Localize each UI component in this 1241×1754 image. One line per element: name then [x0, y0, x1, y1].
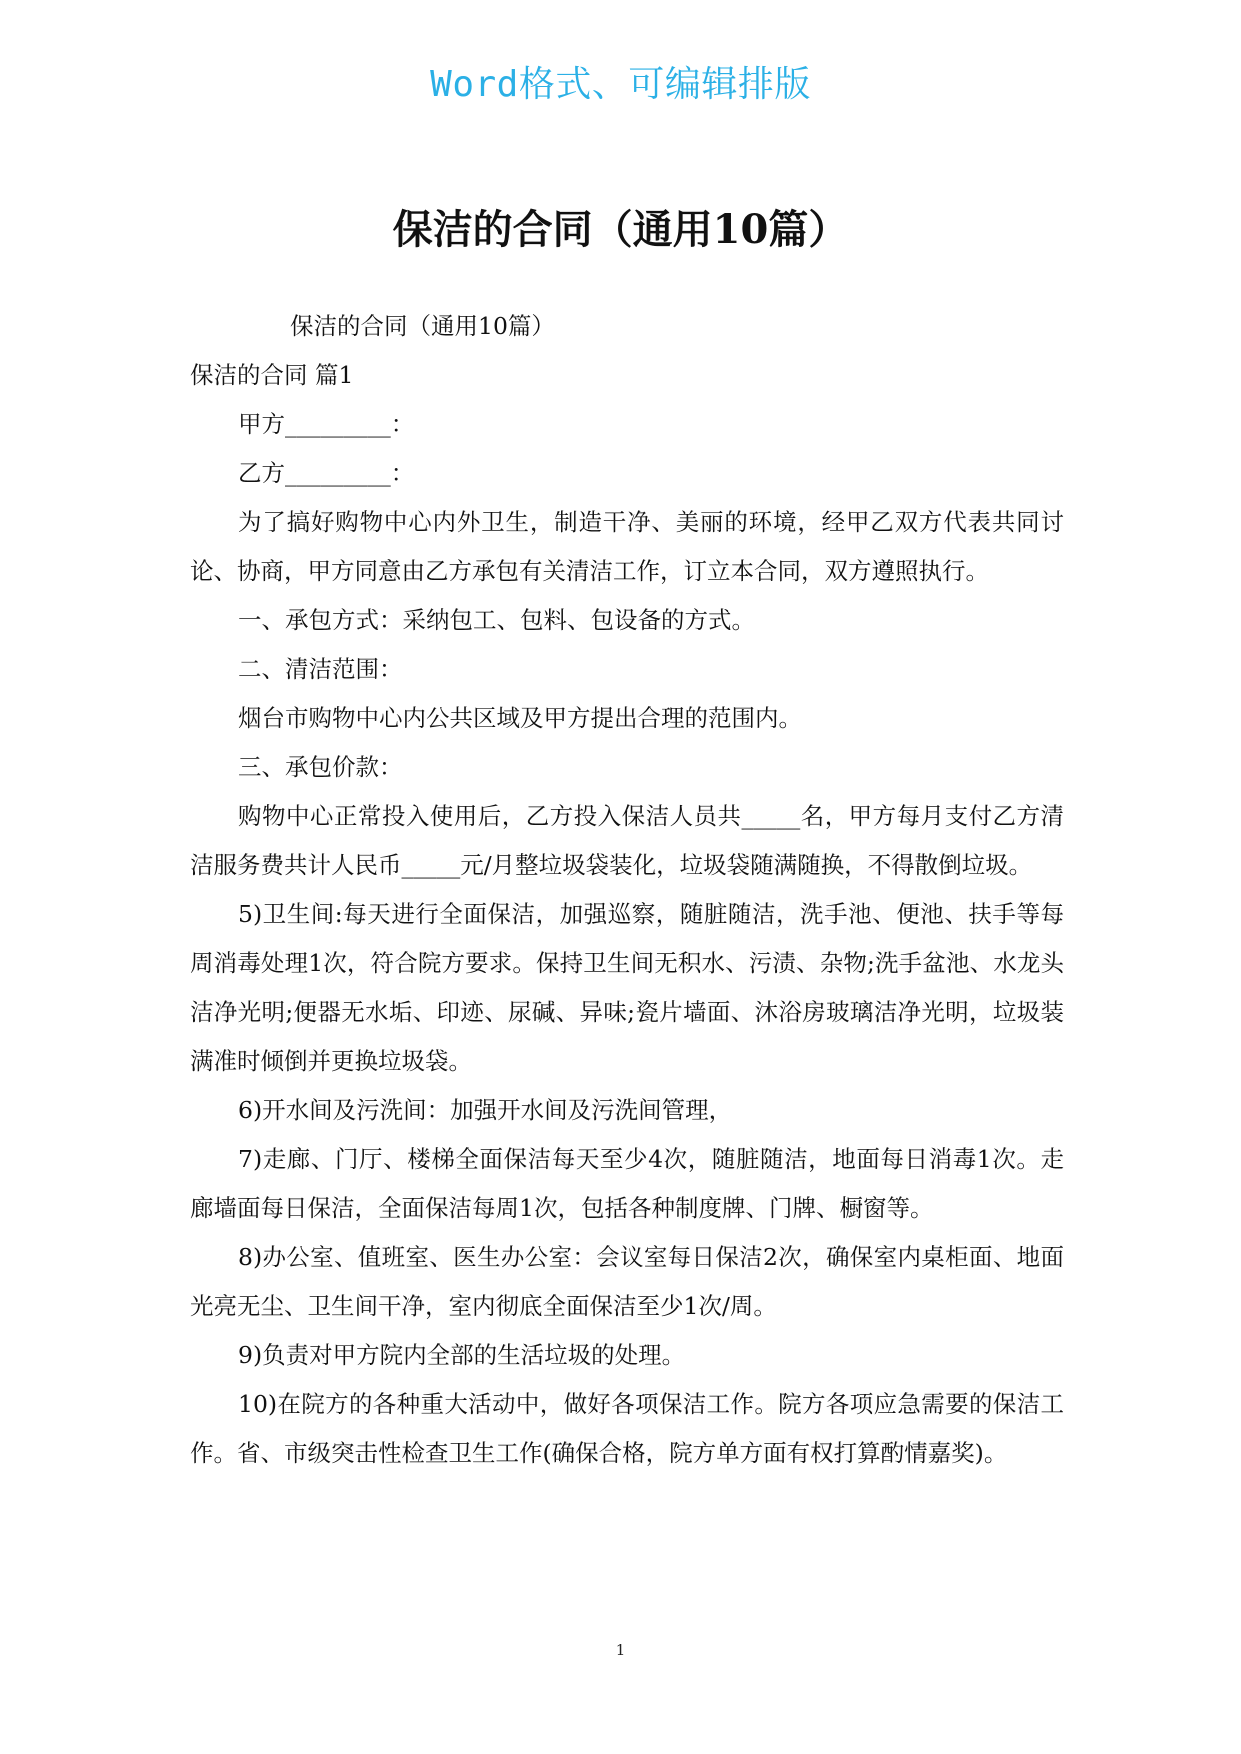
paragraph-price: 购物中心正常投入使用后，乙方投入保洁人员共_____名，甲方每月支付乙方清洁服务费共计人民币_____元/月整垃圾袋装化，垃圾袋随满随换，不得散倒垃圾。: [190, 802, 1064, 879]
paragraph-item-8: 8)办公室、值班室、医生办公室：会议室每日保洁2次，确保室内桌柜面、地面光亮无尘、卫生间干净，室内彻底全面保洁至少1次/周。: [190, 1243, 1064, 1320]
paragraph-party-b: 乙方_________：: [238, 459, 415, 487]
paragraph-item-10: 10)在院方的各种重大活动中，做好各项保洁工作。院方各项应急需要的保洁工作。省、市级突击性检查卫生工作(确保合格，院方单方面有权打算酌情嘉奖)。: [190, 1390, 1064, 1467]
paragraph-item-6: 6)开水间及污洗间：加强开水间及污洗间管理，: [238, 1096, 733, 1124]
document-body: [190, 302, 1064, 1478]
paragraph-scope-heading: 二、清洁范围：: [238, 655, 403, 683]
paragraph-price-heading: 三、承包价款：: [238, 753, 403, 781]
paragraph-scope: 烟台市购物中心内公共区域及甲方提出合理的范围内。: [238, 704, 802, 732]
paragraph-party-a: 甲方_________：: [238, 410, 415, 438]
page-number: 1: [615, 1641, 626, 1659]
document-title: 保洁的合同（通用10篇）: [392, 206, 849, 253]
paragraph-intro: 为了搞好购物中心内外卫生，制造干净、美丽的环境，经甲乙双方代表共同讨论、协商，甲方同意由乙方承包有关清洁工作，订立本合同，双方遵照执行。: [190, 508, 1064, 585]
document-subtitle: 保洁的合同（通用10篇）: [290, 312, 555, 340]
section-heading: 保洁的合同 篇1: [190, 361, 354, 389]
paragraph-item-7: 7)走廊、门厅、楼梯全面保洁每天至少4次，随脏随洁，地面每日消毒1次。走廊墙面每日保洁，全面保洁每周1次，包括各种制度牌、门牌、橱窗等。: [190, 1145, 1064, 1222]
paragraph-item-5: 5)卫生间:每天进行全面保洁，加强巡察，随脏随洁，洗手池、便池、扶手等每周消毒处理1次，符合院方要求。保持卫生间无积水、污渍、杂物;洗手盆池、水龙头洁净光明;便器无水垢、印迹、尿碱、异味;瓷片墙面、沐浴房玻璃洁净光明，垃圾装满准时倾倒并更换垃圾袋。: [190, 900, 1064, 1075]
paragraph-contract-method: 一、承包方式：采纳包工、包料、包设备的方式。: [238, 606, 755, 634]
paragraph-item-9: 9)负责对甲方院内全部的生活垃圾的处理。: [238, 1341, 686, 1369]
header-banner: Word格式、可编辑排版: [430, 64, 811, 105]
